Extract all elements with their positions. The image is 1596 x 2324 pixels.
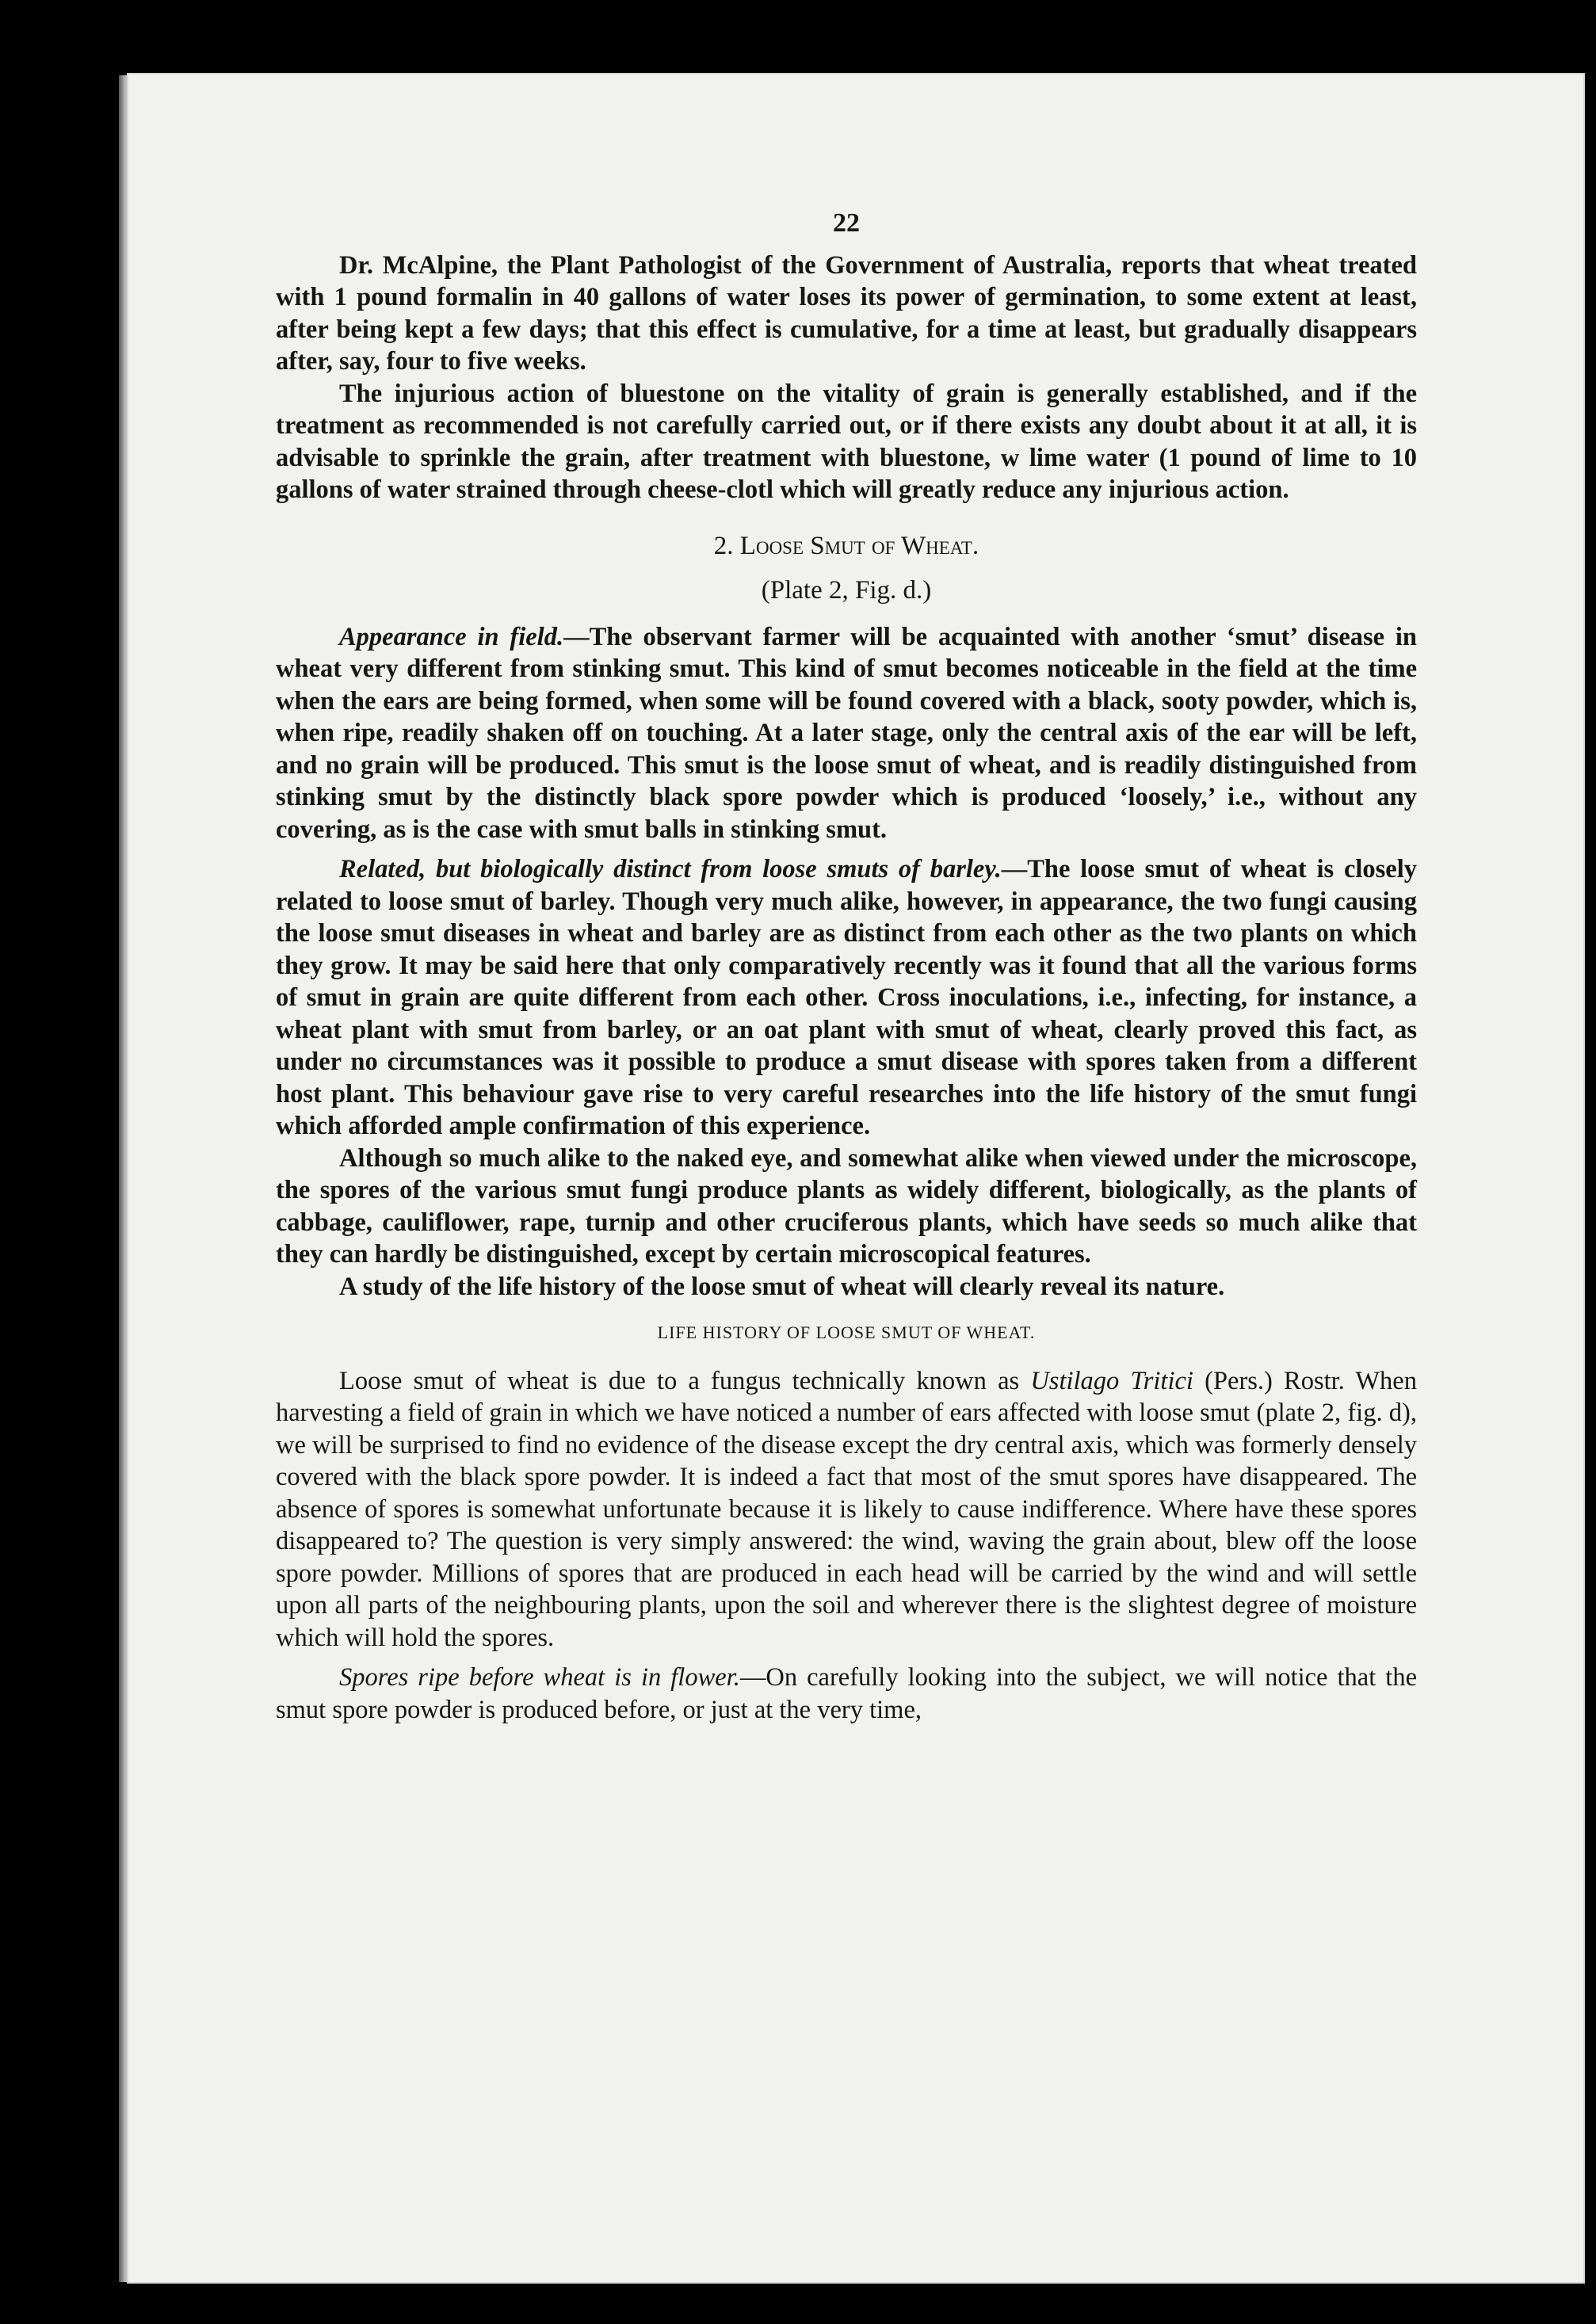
paragraph-formalin: Dr. McAlpine, the Plant Pathologist of the Government of Australia, reports that wheat treated with 1 pound formalin in 40 gallons of water loses its power of germination, to some extent at least, after being kept a few days; that this effect is cumulative, for a time at least, but gradually disappears after, say, four to five weeks.	[276, 250, 1417, 376]
paragraph-lead: Spores ripe before wheat is in flower.	[339, 1663, 740, 1692]
paragraph-spores-ripe	[276, 1662, 1417, 1726]
paragraph-lead: Appearance in field.	[339, 622, 564, 651]
paragraph-body: (Pers.) Rostr. When harvesting a field of grain in which we have noticed a number of ears affected with loose smut (plate 2, fig. d), we will be surprised to find no evidence of the disease except the dry central axis, which was formerly densely covered with the black spore powder. It is indeed a fact that most of the smut spores have disappeared. The absence of spores is somewhat unfortunate because it is likely to cause indifference. Where have these spores disappeared to? The question is very simply answered: the wind, waving the grain about, blew off the loose spore powder. Millions of spores that are produced in each head will be carried by the wind and will settle upon all parts of the neighbouring plants, upon the soil and wherever there is the slightest degree of moisture which will hold the spores.	[276, 1366, 1417, 1652]
paragraph-body: —The observant farmer will be acquainted with another ‘smut’ disease in wheat very different from stinking smut. This kind of smut becomes noticeable in the field at the time when the ears are being formed, when some will be found covered with a black, sooty powder, which is, when ripe, readily shaken off on touching. At a later stage, only the central axis of the ear will be left, and no grain will be produced. This smut is the loose smut of wheat, and is readily distinguished from stinking smut by the distinctly black spore powder which is produced ‘loosely,’ i.e., without any covering, as is the case with smut balls in stinking smut.	[276, 622, 1417, 844]
paragraph-body: —The loose smut of wheat is closely related to loose smut of barley. Though very much alike, however, in appearance, the two fungi causing the loose smut diseases in wheat and barley are as distinct from each other as the two plants on which they grow. It may be said here that only comparatively recently was it found that all the various forms of smut in grain are quite different from each other. Cross inoculations, i.e., infecting, for instance, a wheat plant with smut from barley, or an oat plant with smut of wheat, clearly proved this fact, as under no circumstances was it possible to produce a smut disease with spores taken from a different host plant. This behaviour gave rise to very careful researches into the life history of the smut fungi which afforded ample confirmation of this experience.	[276, 855, 1417, 1140]
paragraph-naked-eye: Although so much alike to the naked eye, and somewhat alike when viewed under the microscope, the spores of the various smut fungi produce plants as widely different, biologically, as the plants of cabbage, cauliflower, rape, turnip and other cruciferous plants, which have seeds so much alike that they can hardly be distinguished, except by certain microscopical features.	[276, 1143, 1417, 1269]
paragraph-body: —On carefully looking into the subject, we will notice that the smut spore powder is produced before, or just at the very time,	[276, 1663, 1417, 1724]
paragraph-related	[276, 853, 1417, 1143]
document-page	[127, 73, 1585, 2284]
paragraph-lead: Related, but biologically distinct from loose smuts of barley.	[339, 855, 1002, 883]
section-heading: 2. Loose Smut of Wheat.	[713, 531, 979, 560]
plate-reference: (Plate 2, Fig. d.)	[761, 576, 932, 605]
life-history-heading: LIFE HISTORY OF LOOSE SMUT OF WHEAT.	[657, 1322, 1036, 1342]
paragraph-appearance	[276, 621, 1417, 846]
paragraph-body: Loose smut of wheat is due to a fungus technically known as	[339, 1366, 1031, 1395]
paragraph-life-history	[276, 1365, 1417, 1654]
page-text	[276, 208, 1417, 1726]
page-number: 22	[833, 208, 860, 238]
paragraph-study: A study of the life history of the loose smut of wheat will clearly reveal its nature.	[339, 1272, 1225, 1301]
species-name: Ustilago Tritici	[1030, 1366, 1193, 1395]
paragraph-bluestone: The injurious action of bluestone on the vitality of grain is generally established, and if the treatment as recommended is not carefully carried out, or if there exists any doubt about it at all, it is advisable to sprinkle the grain, after treatment with bluestone, w lime water (1 pound of lime to 10 gallons of water strained through cheese-clotl which will greatly reduce any injurious action.	[276, 379, 1417, 504]
